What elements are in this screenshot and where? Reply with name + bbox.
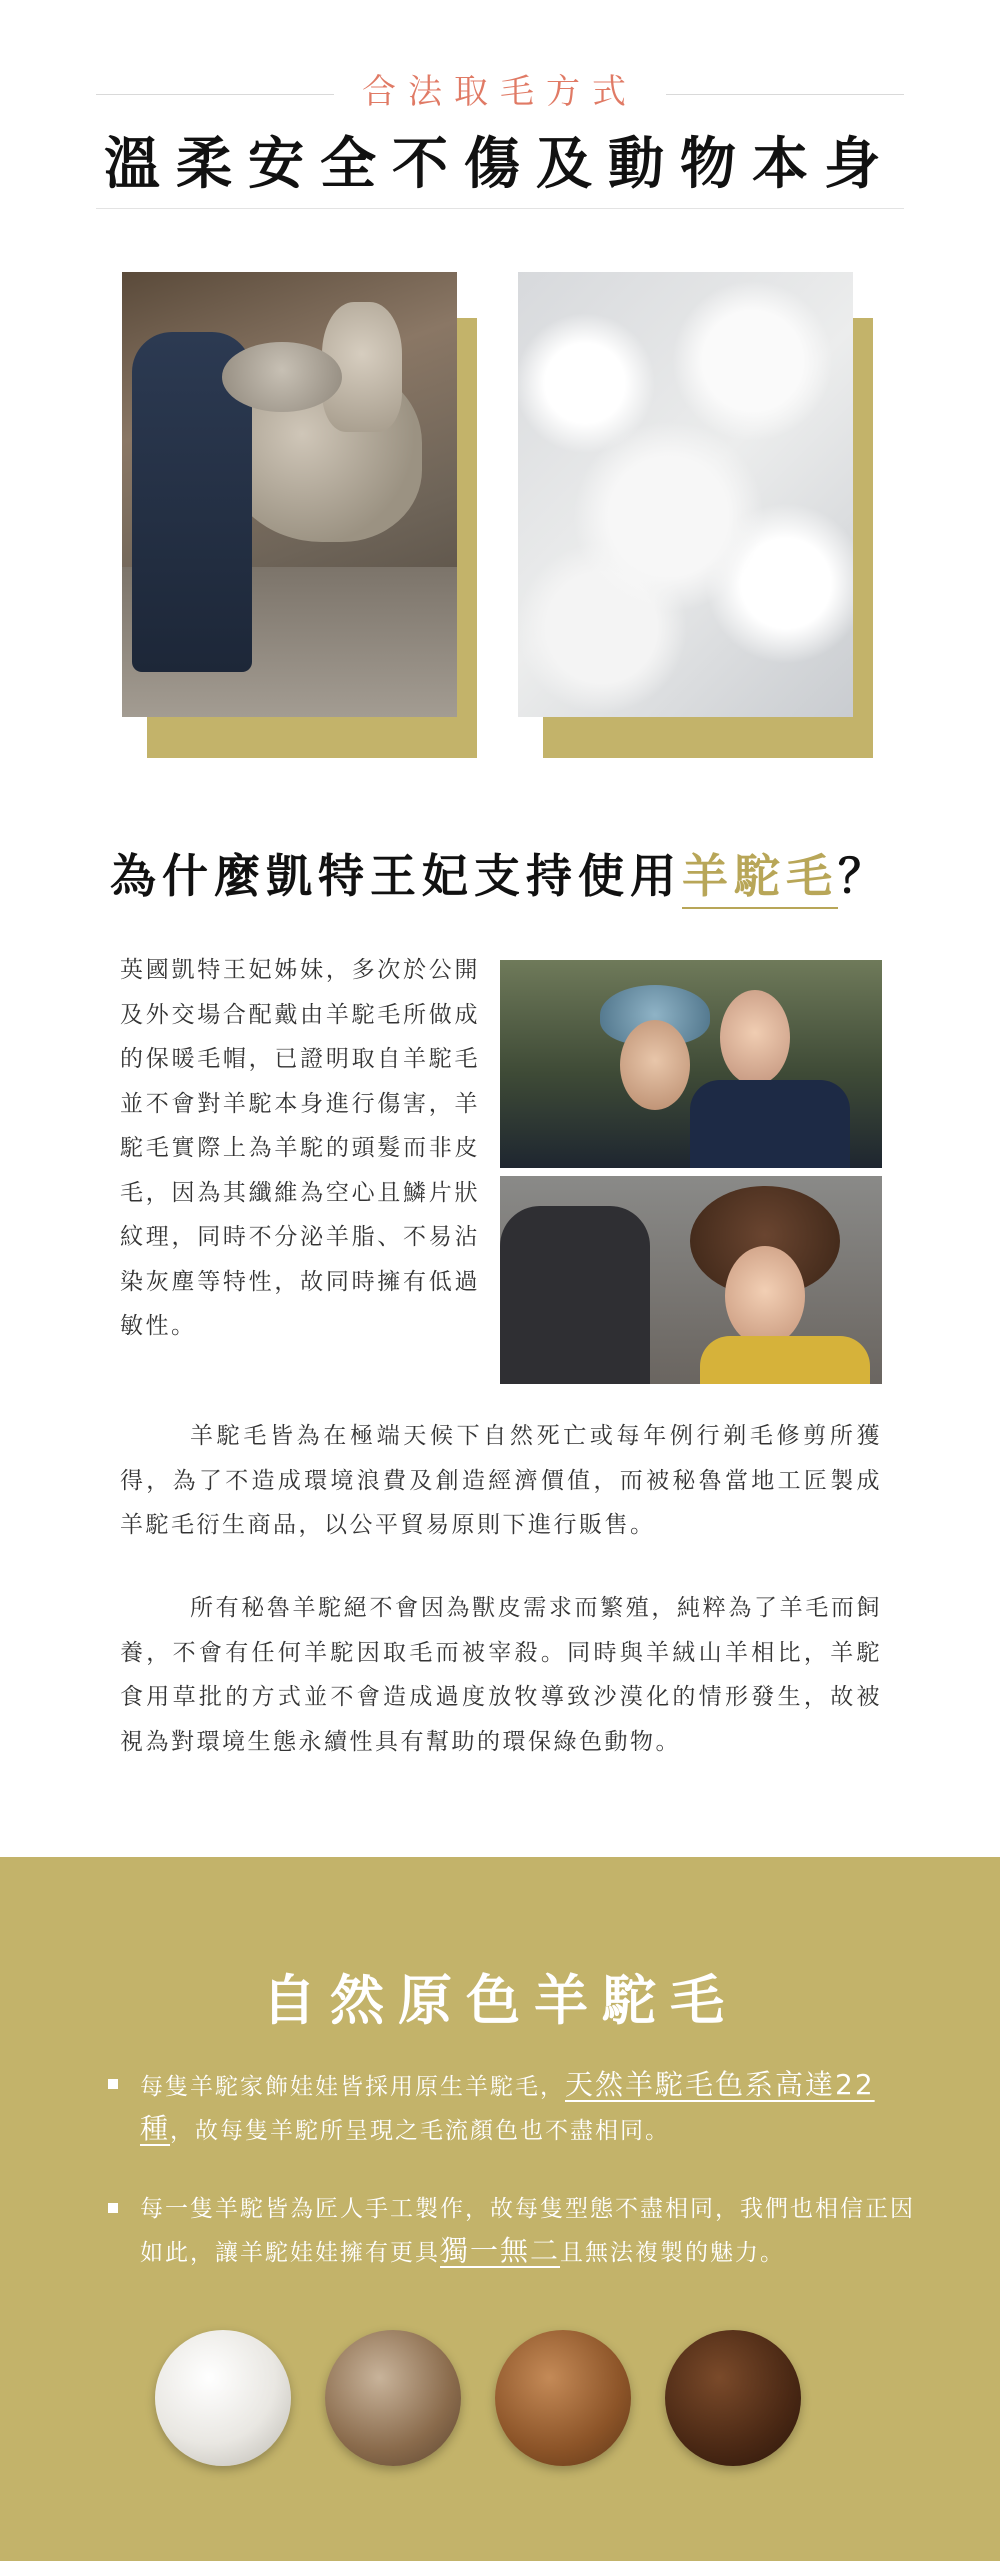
bullet-text: ，故每隻羊駝所呈現之毛流顏色也不盡相同。 xyxy=(170,2118,671,2144)
section-title xyxy=(0,840,1000,906)
bullet-highlight: 獨一無二 xyxy=(440,2234,561,2267)
color-swatches xyxy=(155,2330,855,2470)
list-item xyxy=(108,2188,928,2274)
white-wool-swatch xyxy=(155,2330,291,2466)
subtitle-text: 合法取毛方式 xyxy=(362,72,638,112)
bullet-text: 且無法複製的魅力。 xyxy=(560,2240,786,2266)
body-paragraph: 羊駝毛皆為在極端天候下自然死亡或每年例行剃毛修剪所獲得，為了不造成環境浪費及創造經濟價值，而被秘魯當地工匠製成羊駝毛衍生商品，以公平貿易原則下進行販售。 xyxy=(120,1423,882,1538)
title-highlight: 羊駝毛 xyxy=(682,849,838,909)
section-title: 溫柔安全不傷及動物本身 xyxy=(104,131,896,197)
bullet-highlight: 天然羊駝毛色系高達22種 xyxy=(140,2068,875,2145)
section-subtitle xyxy=(0,64,1000,116)
bullet-icon xyxy=(108,2079,118,2089)
list-item xyxy=(108,2064,928,2152)
alpaca-wool-photo xyxy=(518,272,853,717)
fur-hat-photo xyxy=(500,1176,882,1384)
divider-line xyxy=(96,208,904,209)
dark-brown-wool-swatch xyxy=(665,2330,801,2466)
bullet-text: 每隻羊駝家飾娃娃皆採用原生羊駝毛， xyxy=(140,2074,565,2100)
royal-couple-photo xyxy=(500,960,882,1168)
feature-list xyxy=(108,2064,928,2310)
fawn-wool-swatch xyxy=(325,2330,461,2466)
section-title: 自然原色羊駝毛 xyxy=(262,1968,738,2032)
body-paragraph: 所有秘魯羊駝絕不會因為獸皮需求而繁殖，純粹為了羊毛而飼養，不會有任何羊駝因取毛而被宰殺。同時與羊絨山羊相比，羊駝食用草批的方式並不會造成過度放牧導致沙漠化的情形發生，故被視為對環境生態永續性具有幫助的環保綠色動物。 xyxy=(120,1595,882,1755)
brown-wool-swatch xyxy=(495,2330,631,2466)
title-question-mark: ？ xyxy=(838,849,890,903)
alpaca-shearing-photo xyxy=(122,272,457,717)
divider-line xyxy=(666,94,904,95)
title-text: 為什麼凱特王妃支持使用 xyxy=(110,849,682,903)
bullet-icon xyxy=(108,2203,118,2213)
bullet-text: 每一隻羊駝皆為匠人手工製作，故每隻型態不盡相同，我們也相信正因如此，讓羊駝娃娃擁有更具 xyxy=(140,2196,915,2266)
intro-paragraph: 英國凱特王妃姊妹，多次於公開及外交場合配戴由羊駝毛所做成的保暖毛帽，已證明取自羊駝毛並不會對羊駝本身進行傷害，羊駝毛實際上為羊駝的頭髮而非皮毛，因為其纖維為空心且鱗片狀紋理，同時不分泌羊脂、不易沾染灰塵等特性，故同時擁有低過敏性。 xyxy=(120,957,480,1339)
